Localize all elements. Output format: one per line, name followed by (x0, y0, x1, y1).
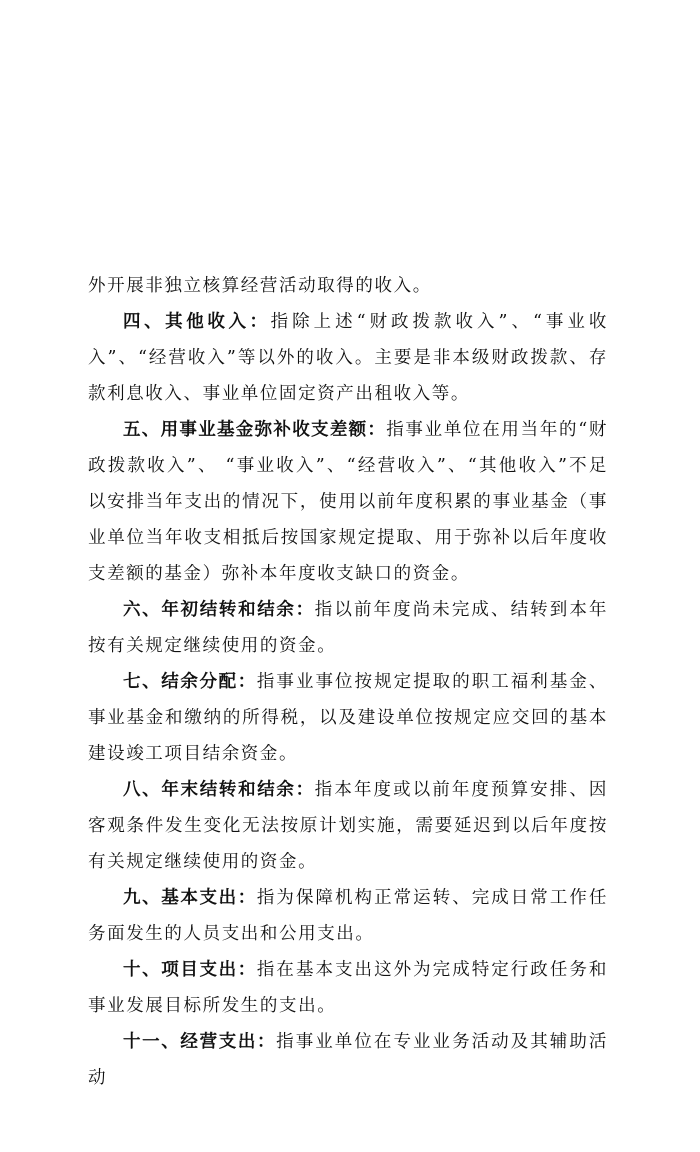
document-body (88, 268, 608, 1096)
paragraph-term: 六、年初结转和结余： (123, 600, 315, 620)
paragraph-term: 八、年末结转和结余： (123, 780, 315, 800)
paragraph-text: 外开展非独立核算经营活动取得的收入。 (88, 276, 432, 296)
paragraph-text: 指为保障机构正常运转、完成日常工作任务面发生的人员支出和公用支出。 (88, 888, 608, 944)
paragraph-business-fund-offset (88, 412, 608, 592)
paragraph-basic-expenditure (88, 880, 608, 952)
paragraph-text: 指本年度或以前年度预算安排、因客观条件发生变化无法按原计划实施，需要延迟到以后年度按有关规定继续使用的资金。 (88, 780, 609, 872)
paragraph-term: 十一、经营支出： (123, 1032, 277, 1052)
paragraph-term: 五、用事业基金弥补收支差额： (123, 420, 387, 440)
paragraph-text: 指除上述“财政拨款收入”、“事业收入”、“经营收入”等以外的收入。主要是非本级财政拨款、存款利息收入、事业单位固定资产出租收入等。 (88, 312, 608, 404)
paragraph-closing-carryover (88, 772, 608, 880)
paragraph-continuation (88, 268, 608, 304)
paragraph-term: 四、其他收入： (123, 312, 271, 332)
paragraph-opening-carryover (88, 592, 608, 664)
paragraph-text: 指事业单位在用当年的“财政拨款收入”、 “事业收入”、“经营收入”、“其他收入”不足以安排当年支出的情况下，使用以前年度积累的事业基金（事业单位当年收支相抵后按国家规定提取、用于弥补以后年度收支差额的基金）弥补本年度收支缺口的资金。 (88, 420, 608, 584)
paragraph-surplus-distribution (88, 664, 608, 772)
paragraph-term: 九、基本支出： (123, 888, 257, 908)
paragraph-text: 指以前年度尚未完成、结转到本年按有关规定继续使用的资金。 (88, 600, 609, 656)
paragraph-project-expenditure (88, 952, 608, 1024)
paragraph-other-income (88, 304, 608, 412)
paragraph-text: 指在基本支出这外为完成特定行政任务和事业发展目标所发生的支出。 (88, 960, 608, 1016)
paragraph-term: 十、项目支出： (123, 960, 257, 980)
paragraph-text: 指事业事位按规定提取的职工福利基金、事业基金和缴纳的所得税，以及建设单位按规定应交回的基本建设竣工项目结余资金。 (88, 672, 608, 764)
paragraph-operating-expenditure (88, 1024, 608, 1096)
paragraph-text: 指事业单位在专业业务活动及其辅助活动 (88, 1032, 608, 1088)
paragraph-term: 七、结余分配： (123, 672, 257, 692)
